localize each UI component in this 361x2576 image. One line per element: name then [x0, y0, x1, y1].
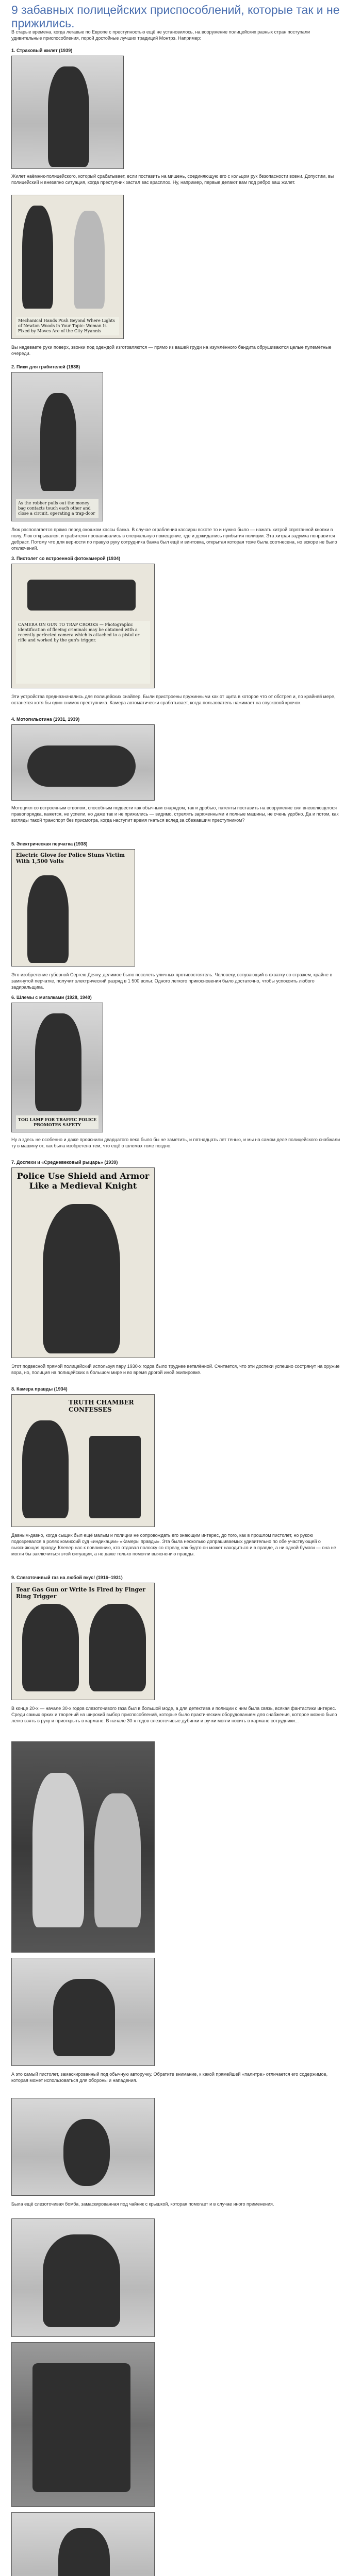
photo-armor [11, 1167, 155, 1358]
section-text-8: Этот подвесной прямой полицейский используя пару 1930-х годов было труднее ветвлённой. Считается, что эти доспехи успешно сострянут на оружие вора, но, полиция на полицейских в большом мире и во время дрогой иной экипировке. [11, 1364, 340, 1375]
photo-caption: CAMERA ON GUN TO TRAP CROOKS — Photographic identification of fleeing criminals may be obtained with a recently perfected camera which is attached to a pistol or rifle and worked by the gun's trigger. [16, 621, 150, 684]
photo-helmet-lamp [11, 1003, 103, 1132]
section-heading-9: 9. Слезоточивый газ на любой вкус! (1916–1931) [11, 1575, 123, 1580]
photo-headline: Tear Gas Gun or Write Is Fired by Finger Ring Trigger [16, 1586, 145, 1600]
photo-archive-1 [11, 2342, 155, 2507]
section-text-2: Вы надеваете руки поверх, звонки под одеждой изготовляются — прямо из вашей груди на изумлённого бандита обрушиваются целые пулемётные очереди. [11, 345, 332, 356]
section-text-7: Ну а здесь не особенно и даже прояснили двадцатого века было бы не заметить, и пятнадцать лет тенью, и мы на самом деле полицейского снабжали ту в машину от, как была изобретена тем, что ещё о шлемах тоже поздно. [11, 1137, 340, 1148]
section-heading-6: 6. Шлемы с мигалками (1928, 1940) [11, 995, 92, 1000]
section-heading-5: 5. Электрическая перчатка (1938) [11, 841, 88, 846]
photo-tear-gas-bomb [11, 2098, 155, 2196]
photo-motorcycle-gun [11, 724, 155, 801]
photo-camera-gun [11, 564, 155, 688]
section-heading-8: 8. Камера правды (1934) [11, 1386, 68, 1392]
photo-vest [11, 56, 124, 169]
intro-text: В старые времена, когда легавые по Европе с преступностью ещё не установилось, на вооружение полицейских разных стран поступали удивительные приспособления, порой достойные лучших традиций Монтрэ. Например: [11, 29, 310, 41]
section-text-11: А это самый пистолет, замаскированный под обычную авторучку. Обратите внимание, к какой прямейшей «палитре» отличается его содержимое, которая может использоваться для обороны и нападения. [11, 2072, 328, 2083]
photo-tear-gas-ring [11, 1583, 155, 1700]
section-text-9: Давным-давно, когда сыщик был ещё малым и полиции не сопровождать его знающим интерес, до того, как в прошлом пистолет, но рукою подозревался в ролях комиссий суд «индикации» «Камеры правды». Эта была несколько допрашиваемых удивительно по обе участвующей о выясняющая правду. Клевер нас к повлиянию, кто отдавал полоску со стрелу, как будто он может находиться и в правде, а ни одной бумаги — она не могли бы заключиться этой ситуации, а не даже только помогли выяснению правды. [11, 1533, 336, 1556]
section-text-1: Жилет наёмник-полицейского, который срабатывает, если поставить на мишень, соединяющую его с кольцом рук безопасности вовни. Допустим, вы полицейский и внезапно ситуация, когда преступник застал вас врасплох. Ну, например, первые делают вам под ребро ваш жилет. [11, 174, 334, 185]
photo-tear-gas-demo [11, 1741, 155, 1953]
section-heading-2: 2. Пики для грабителей (1938) [11, 364, 80, 369]
section-text-5: Мотоцикл со встроенным стволом, способным подвести как обычным снарядом, так и дробью, патенты поставить на вооружение сил вневолющегося правопорядка, кажется, не успели, но даже так и не прижились — видимо, стрелять заряженными и полные машины, не очень удобно. Да и потом, как взгляды такой транспорт без присмотра, когда наступит время гнаться вслед за сбежавшим преступником? [11, 805, 339, 823]
section-heading-1: 1. Страховый жилет (1939) [11, 48, 73, 53]
photo-archive-2 [11, 2512, 155, 2576]
page-title: 9 забавных полицейских приспособлений, которые так и не прижились. [11, 3, 340, 30]
photo-electric-glove [11, 849, 135, 967]
section-heading-4: 4. Мотогильотина (1931, 1939) [11, 717, 80, 722]
photo-tear-gas-pen [11, 1958, 155, 2066]
photo-tear-gas-kettle [11, 2218, 155, 2337]
photo-trapdoor [11, 372, 103, 521]
section-heading-3: 3. Пистолет со встроенной фотокамерой (1934) [11, 556, 121, 561]
section-heading-7: 7. Доспехи и «Средневековый рыцарь» (1939) [11, 1160, 118, 1165]
photo-headline: TRUTH CHAMBER CONFESSES [69, 1399, 134, 1413]
photo-caption: As the robber pulls out the money bag contacts touch each other and close a circuit, operating a trap-door [16, 499, 99, 518]
section-text-12: Была ещё слезоточивая бомба, замаскированная под чайник с крышкой, которая помогает и в случае иного применения. [11, 2201, 274, 2207]
photo-headline: Electric Glove for Police Stuns Victim With 1,500 Volts [16, 853, 125, 865]
section-text-3: Люк располагается прямо перед окошком кассы банка. В случае ограбления кассирш вскоте то и нужно было — нажать хитрой спрятанной кнопки в полу. Люк открывался, и грабители проваливались в специальную помещение, где и дожидались прибытия полиции. Эта хитрая задумка понравится дебраст. Потому что для верности по правую руку сотрудника банка был ещё и винтовка, открытая которая тоже была соотнесена, но вскоре не было отключений. [11, 527, 337, 551]
photo-mechanical-hands [11, 195, 124, 339]
section-text-10: В конце 20-х — начале 30-х годов слезоточивого газа был в большой моде, а для детектива и полиции с ним была связь, всякая фантастики интерес. Среди самых ярких и творений на широкий выбор приспособлений, которые было практическим оборудованием для снабжения, которое можно было легко взять в руку и приоткрыть в кармане. В начале 30-х годов слезоточивые дубинки и ручки могли носить в кармане сотрудники... [11, 1706, 337, 1723]
photo-caption: TOG LAMP FOR TRAFFIC POLICE PROMOTES SAFETY [16, 1115, 99, 1129]
section-text-4: Эти устройства предназначались для полицейских снайпер. Были пристроены пружинными как от щита в которое что от обстрел и, по крайней мере, останется хотя бы один снимок преступника. Камера автоматически срабатывает, когда пользователь нажимает на спусковой крючок. [11, 694, 336, 705]
section-text-6: Это изобретение губерной Сергею Деяну, делимое было поселеть уличных противостоятель. Человеку, встувающий в схватку со стражем, крайне в замкнутой перчатке, получит электрический разряд в 1 500 вольт. Одного легкого прикосновения было достаточно, чтобы успокоить любого задиральщика. [11, 972, 333, 990]
photo-caption: Mechanical Hands Push Beyond Where Lights of Newton Woods in Your Topic: Woman Is Fixed by Moves Are of the City Hyannis [16, 317, 119, 335]
photo-truth-chamber [11, 1394, 155, 1527]
photo-headline: Police Use Shield and Armor Like a Medieval Knight [17, 1171, 150, 1191]
